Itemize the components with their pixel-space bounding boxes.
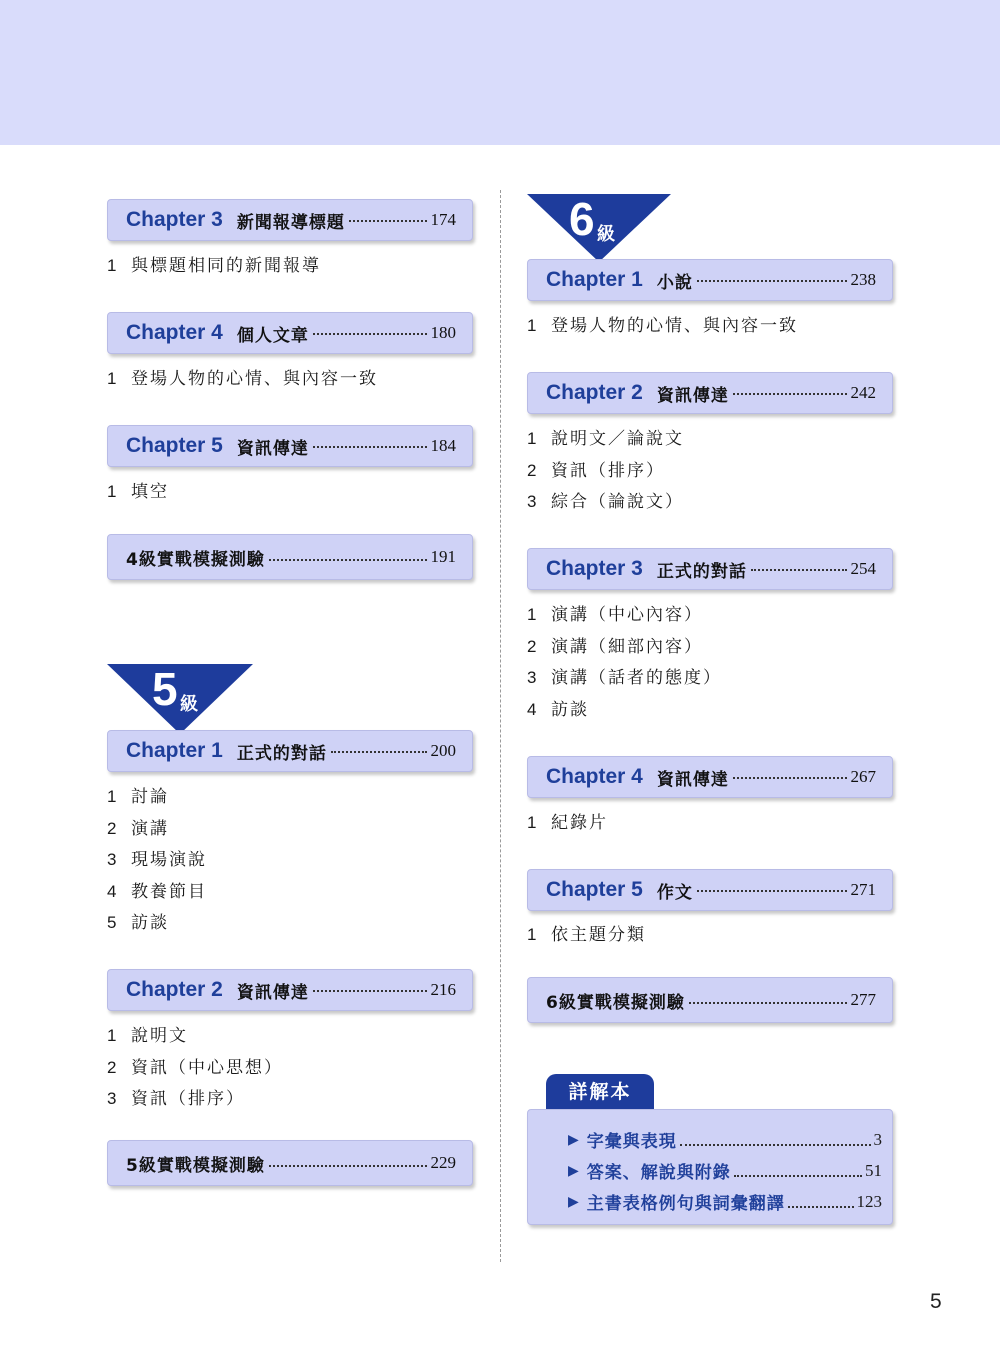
dot-leader xyxy=(733,393,847,395)
triangle-right-icon: ▶ xyxy=(568,1193,579,1210)
level6-chapter-5-items xyxy=(527,919,646,951)
list-item: 1 說明文 xyxy=(107,1026,188,1046)
level-5-badge xyxy=(107,664,253,734)
level6-chapter-2-items xyxy=(527,423,684,518)
toc-entry-chapter-3[interactable] xyxy=(107,199,473,241)
chapter-title: 正式的對話 xyxy=(656,561,747,582)
toc-entry-chapter-4[interactable] xyxy=(107,312,473,354)
dot-leader xyxy=(680,1144,871,1146)
list-item: 1 紀錄片 xyxy=(527,813,608,833)
chapter-title: 資訊傳達 xyxy=(236,438,309,459)
level5-chapter-1-items xyxy=(107,781,207,939)
chapter-title: 個人文章 xyxy=(236,325,309,346)
chapter-number: Chapter 3 xyxy=(546,557,643,580)
list-item: 2 資訊（排序） xyxy=(527,460,665,481)
list-item: 4 訪談 xyxy=(527,699,589,720)
page-ref: 277 xyxy=(850,990,876,1009)
level6-chapter-3-items xyxy=(527,599,722,725)
list-item: 4 教養節目 xyxy=(107,881,207,902)
dot-leader xyxy=(269,559,427,561)
answer-book-box xyxy=(527,1109,893,1225)
page-ref: 271 xyxy=(850,880,876,899)
chapter-5-items xyxy=(107,476,169,508)
toc-entry-level6-chapter-5[interactable] xyxy=(527,869,893,911)
list-item: 1 說明文／論說文 xyxy=(527,429,684,449)
chapter-title: 作文 xyxy=(656,882,693,903)
chapter-3-items xyxy=(107,250,321,282)
header-band xyxy=(0,0,1000,145)
column-divider xyxy=(500,190,501,1262)
toc-entry-chapter-5[interactable] xyxy=(107,425,473,467)
dot-leader xyxy=(331,751,427,753)
toc-entry-level-4-mock-exam[interactable] xyxy=(107,534,473,580)
level5-chapter-2-items xyxy=(107,1020,283,1115)
triangle-right-icon: ▶ xyxy=(568,1131,579,1148)
level-suffix: 級 xyxy=(597,224,615,245)
chapter-number: Chapter 3 xyxy=(126,208,223,231)
dot-leader xyxy=(349,220,427,222)
chapter-title: 資訊傳達 xyxy=(656,769,729,790)
answer-entry-label: 答案、解說與附錄 xyxy=(586,1163,731,1183)
page-ref: 3 xyxy=(873,1129,882,1149)
page-ref: 267 xyxy=(850,767,876,786)
page-ref: 238 xyxy=(850,270,876,289)
dot-leader xyxy=(697,890,847,892)
list-item: 3 綜合（論說文） xyxy=(527,492,684,512)
chapter-title: 新聞報導標題 xyxy=(236,212,345,233)
dot-leader xyxy=(788,1206,854,1208)
toc-entry-level6-chapter-3[interactable] xyxy=(527,548,893,590)
exam-title: 4級實戰模擬測驗 xyxy=(126,549,265,570)
list-item: 3 資訊（排序） xyxy=(107,1089,245,1109)
chapter-number: Chapter 2 xyxy=(126,978,223,1001)
dot-leader xyxy=(751,569,847,571)
dot-leader xyxy=(313,990,427,992)
level-number: 5 xyxy=(152,663,178,715)
exam-title: 5級實戰模擬測驗 xyxy=(126,1155,265,1176)
list-item: 3 現場演說 xyxy=(107,850,207,870)
chapter-4-items xyxy=(107,363,378,395)
answer-entry[interactable] xyxy=(568,1124,882,1155)
chapter-title: 資訊傳達 xyxy=(236,982,309,1003)
list-item: 2 演講 xyxy=(107,818,169,839)
answer-entry-label: 字彙與表現 xyxy=(586,1132,677,1152)
dot-leader xyxy=(733,777,847,779)
toc-entry-level5-chapter-2[interactable] xyxy=(107,969,473,1011)
list-item: 1 演講（中心內容） xyxy=(527,605,703,625)
chapter-number: Chapter 1 xyxy=(546,268,643,291)
page-ref: 51 xyxy=(865,1160,882,1180)
toc-entry-level6-chapter-4[interactable] xyxy=(527,756,893,798)
answer-entry[interactable] xyxy=(568,1186,882,1217)
list-item: 2 演講（細部內容） xyxy=(527,636,703,657)
page-ref: 242 xyxy=(850,383,876,402)
level-6-badge xyxy=(527,194,673,264)
list-item: 5 訪談 xyxy=(107,913,169,933)
list-item: 2 資訊（中心思想） xyxy=(107,1057,283,1078)
page-number: 5 xyxy=(930,1290,942,1313)
dot-leader xyxy=(313,333,427,335)
list-item: 1 依主題分類 xyxy=(527,925,646,945)
chapter-title: 資訊傳達 xyxy=(656,385,729,406)
page-ref: 174 xyxy=(430,210,456,229)
list-item: 1 填空 xyxy=(107,482,169,502)
chapter-number: Chapter 4 xyxy=(126,321,223,344)
chapter-number: Chapter 5 xyxy=(546,878,643,901)
dot-leader xyxy=(734,1175,862,1177)
dot-leader xyxy=(689,1002,847,1004)
level6-chapter-4-items xyxy=(527,807,608,839)
dot-leader xyxy=(313,446,427,448)
answer-entry-label: 主書表格例句與詞彙翻譯 xyxy=(586,1194,785,1214)
answer-entry[interactable] xyxy=(568,1155,882,1186)
exam-title: 6級實戰模擬測驗 xyxy=(546,992,685,1013)
page-ref: 123 xyxy=(856,1191,882,1211)
chapter-title: 小說 xyxy=(656,272,693,293)
level6-chapter-1-items xyxy=(527,310,798,342)
dot-leader xyxy=(697,280,847,282)
level-number: 6 xyxy=(569,193,595,245)
page-ref: 254 xyxy=(850,559,876,578)
toc-entry-level-6-mock-exam[interactable] xyxy=(527,977,893,1023)
list-item: 1 登場人物的心情、與內容一致 xyxy=(527,316,798,336)
list-item: 1 討論 xyxy=(107,787,169,807)
chapter-number: Chapter 5 xyxy=(126,434,223,457)
page-ref: 184 xyxy=(430,436,456,455)
toc-entry-level6-chapter-2[interactable] xyxy=(527,372,893,414)
level-suffix: 級 xyxy=(180,694,198,715)
dot-leader xyxy=(269,1165,427,1167)
chapter-title: 正式的對話 xyxy=(236,743,327,764)
toc-entry-level5-chapter-1[interactable] xyxy=(107,730,473,772)
chapter-number: Chapter 1 xyxy=(126,739,223,762)
toc-entry-level-5-mock-exam[interactable] xyxy=(107,1140,473,1186)
list-item: 1 登場人物的心情、與內容一致 xyxy=(107,369,378,389)
list-item: 3 演講（話者的態度） xyxy=(527,668,722,688)
chapter-number: Chapter 2 xyxy=(546,381,643,404)
toc-entry-level6-chapter-1[interactable] xyxy=(527,259,893,301)
page-ref: 229 xyxy=(430,1153,456,1172)
chapter-number: Chapter 4 xyxy=(546,765,643,788)
list-item: 1 與標題相同的新聞報導 xyxy=(107,256,321,276)
page-ref: 191 xyxy=(430,547,456,566)
answer-book-tab: 詳解本 xyxy=(546,1074,654,1110)
triangle-right-icon: ▶ xyxy=(568,1162,579,1179)
page-ref: 180 xyxy=(430,323,456,342)
page-ref: 200 xyxy=(430,741,456,760)
page-ref: 216 xyxy=(430,980,456,999)
